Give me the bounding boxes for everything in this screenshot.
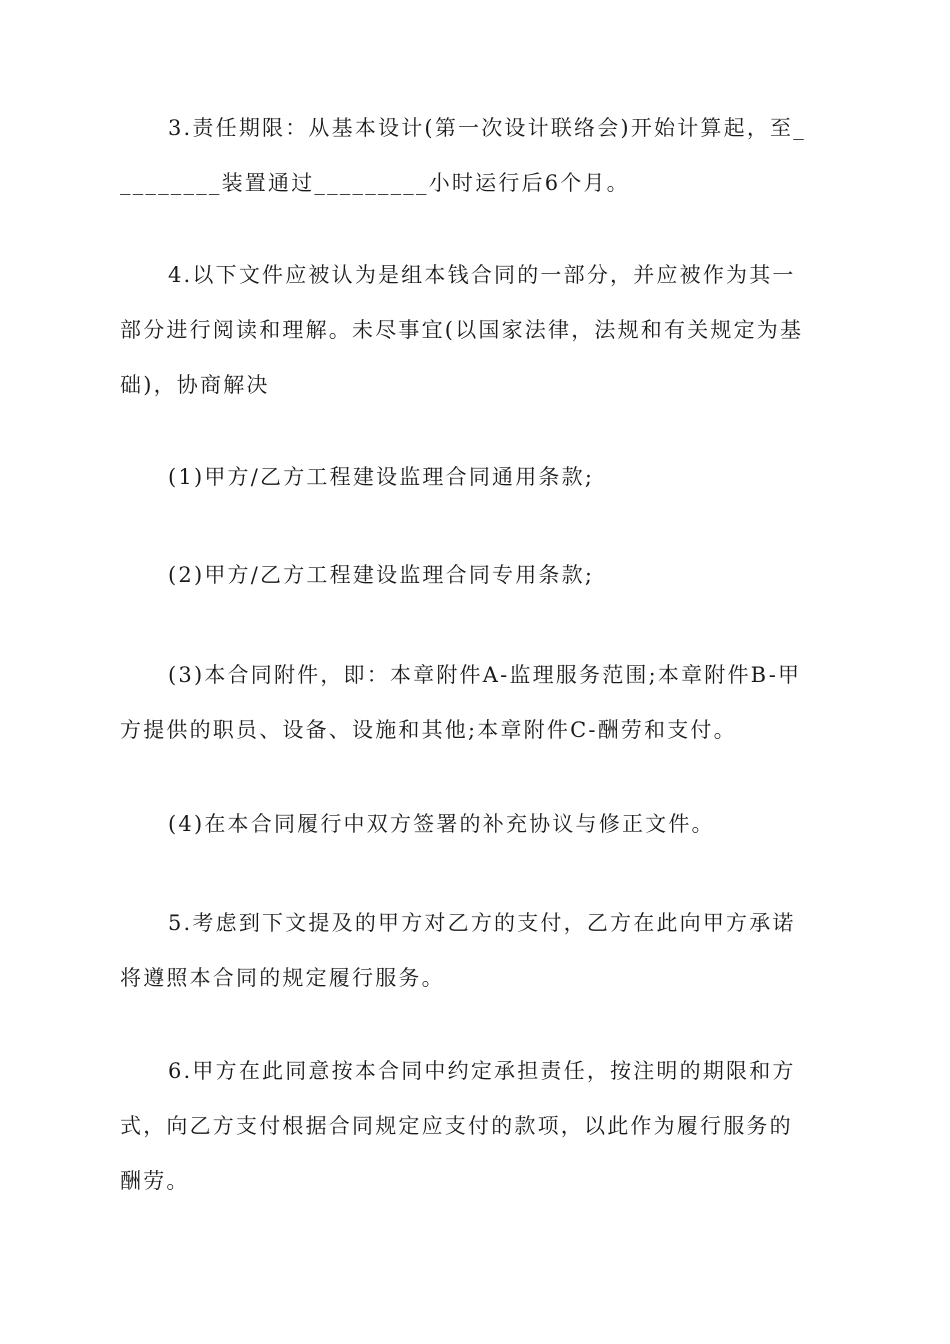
clause-6-line-1: 6.甲方在此同意按本合同中约定承担责任，按注明的期限和方: [168, 1059, 796, 1083]
clause-5-line-2: 将遵照本合同的规定履行服务。: [120, 966, 445, 990]
clause-6-line-2: 式，向乙方支付根据合同规定应支付的款项，以此作为履行服务的: [120, 1114, 793, 1138]
item-1-line-1: (1)甲方/乙方工程建设监理合同通用条款;: [168, 465, 595, 489]
clause-4-line-1: 4.以下文件应被认为是组本钱合同的一部分，并应被作为其一: [168, 263, 796, 287]
item-2-line-1: (2)甲方/乙方工程建设监理合同专用条款;: [168, 563, 595, 587]
clause-3-line-2: ________装置通过_________小时运行后6个月。: [120, 171, 630, 195]
clause-6-line-3: 酬劳。: [120, 1169, 190, 1193]
clause-3-line-1: 3.责任期限：从基本设计(第一次设计联络会)开始计算起，至_: [168, 116, 806, 140]
clause-5-line-1: 5.考虑到下文提及的甲方对乙方的支付，乙方在此向甲方承诺: [168, 911, 796, 935]
item-4-line-1: (4)在本合同履行中双方签署的补充协议与修正文件。: [168, 812, 715, 836]
item-3-line-2: 方提供的职员、设备、设施和其他;本章附件C-酬劳和支付。: [120, 718, 737, 742]
item-3-line-1: (3)本合同附件，即：本章附件A-监理服务范围;本章附件B-甲: [168, 663, 802, 687]
item-2-special-terms: [120, 548, 835, 603]
clause-3-liability-period: [120, 101, 835, 211]
item-1-general-terms: [120, 450, 835, 505]
item-4-supplementary-agreements: [120, 797, 835, 852]
clause-6-payment-commitment: [120, 1044, 835, 1209]
clause-4-line-3: 础)，协商解决: [120, 373, 270, 397]
clause-4-contract-documents: [120, 248, 835, 413]
item-3-appendices: [120, 648, 835, 758]
clause-4-line-2: 部分进行阅读和理解。未尽事宜(以国家法律，法规和有关规定为基: [120, 318, 804, 342]
clause-5-service-commitment: [120, 896, 835, 1006]
